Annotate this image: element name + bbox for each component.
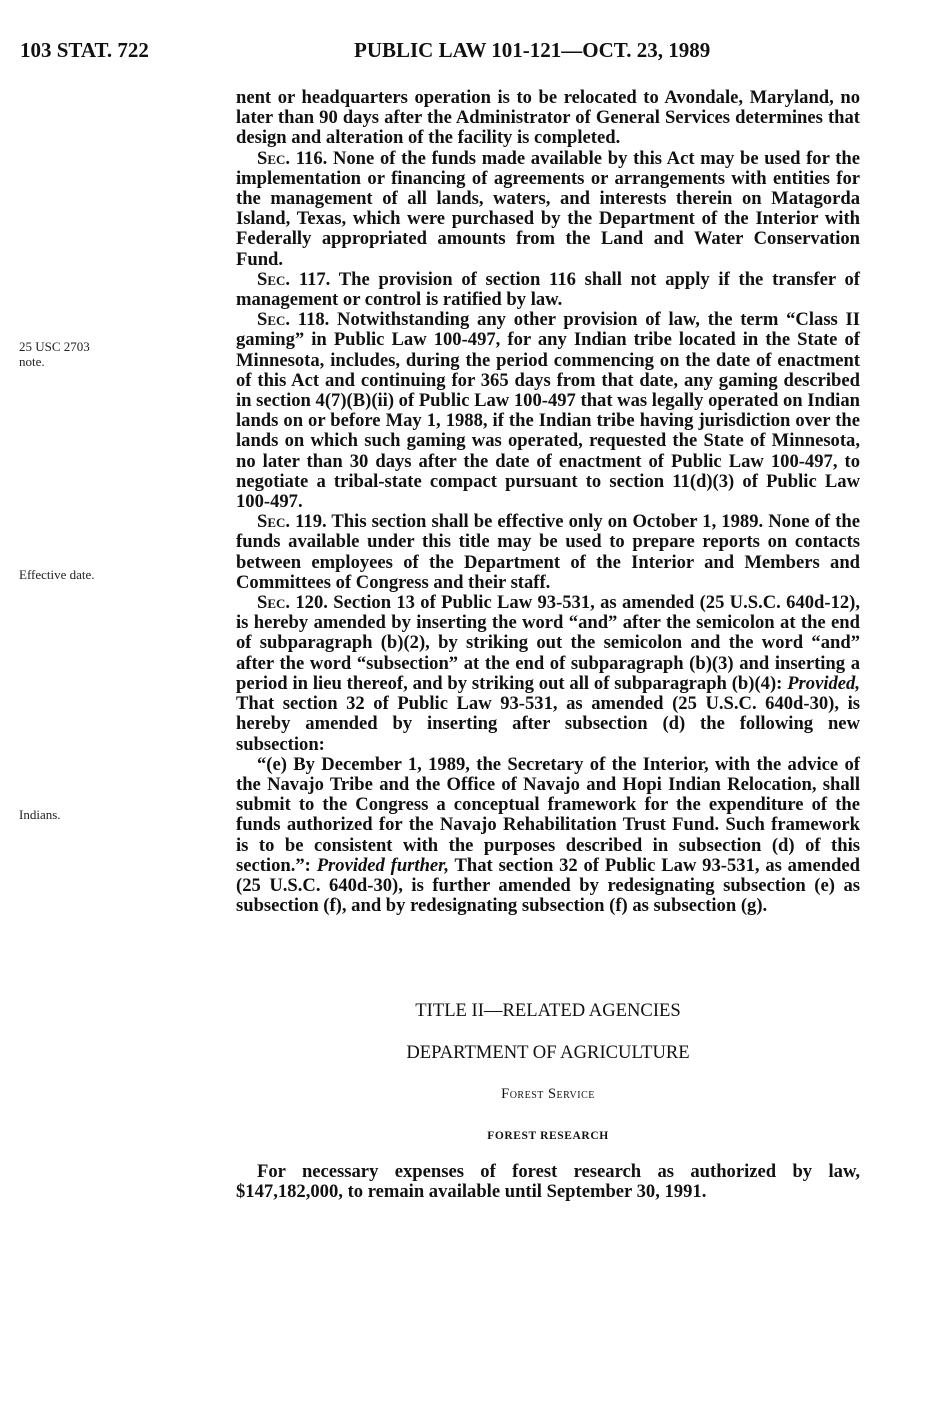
department-heading: DEPARTMENT OF AGRICULTURE <box>406 1042 690 1063</box>
provided-further-clause: Provided further, <box>316 854 450 876</box>
section-label: Sec. <box>257 147 291 169</box>
section-label: Sec. <box>257 268 291 290</box>
section-label: Sec. <box>257 511 291 533</box>
margin-note-usc-line1: 25 USC 2703 <box>19 339 90 354</box>
statute-page-number: 103 STAT. 722 <box>20 38 149 62</box>
appropriation-paragraph <box>236 1162 860 1202</box>
provided-clause: Provided, <box>787 672 860 694</box>
document-body <box>236 88 860 916</box>
margin-note-indians: Indians. <box>19 807 61 822</box>
agency-heading: Forest Service <box>501 1086 595 1102</box>
margin-note-effective-date: Effective date. <box>19 567 95 582</box>
section-119 <box>236 512 860 593</box>
public-law-title: PUBLIC LAW 101-121—OCT. 23, 1989 <box>354 38 711 62</box>
section-119-text: 119. This section shall be effective only on October 1, 1989. None of the funds available under this title may be used to prepare reports on contacts between employees of the Department of the Interior and Members and Committees of Congress and their staff. <box>236 511 860 593</box>
account-heading: FOREST RESEARCH <box>487 1130 609 1142</box>
section-120-text-b: That section 32 of Public Law 93-531, as amended (25 U.S.C. 640d-30), is hereby amended by inserting after subsection (d) the following new subsection: <box>236 693 860 755</box>
page-header <box>20 38 920 68</box>
section-116 <box>236 149 860 270</box>
paragraph-continuation: nent or headquarters operation is to be relocated to Avondale, Maryland, no later than 90 days after the Administrator of General Services determines that design and alteration of the facility is completed. <box>236 87 860 149</box>
quote-text-b: That section 32 of Public Law 93-531, as amended (25 U.S.C. 640d-30), is further amended by redesignating subsection (e) as subsection (f), and by redesignating subsection (f) as subsection (g). <box>236 854 860 917</box>
section-label: Sec. <box>257 309 291 331</box>
title-heading: TITLE II—RELATED AGENCIES <box>415 1000 681 1021</box>
section-label: Sec. <box>257 592 291 614</box>
section-118 <box>236 310 860 512</box>
section-117-text: 117. The provision of section 116 shall not apply if the transfer of management or control is ratified by law. <box>236 268 860 311</box>
quoted-subsection-e <box>236 755 860 917</box>
margin-note-usc-line2: note. <box>19 353 45 369</box>
section-118-text: 118. Notwithstanding any other provision of law, the term “Class II gaming” in Public Law 100-497, for any Indian tribe located in the State of Minnesota, includes, during the period commencing on the date of enactment of this Act and continuing for 365 days from that date, any gaming described in section 4(7)(B)(ii) of Public Law 100-497 that was legally operated on Indian lands on or before May 1, 1988, if the Indian tribe having jurisdiction over the lands on which such gaming was operated, requested the State of Minnesota, no later than 30 days after the date of enactment of Public Law 100-497, to negotiate a tribal-state compact pursuant to section 11(d)(3) of Public Law 100-497. <box>236 309 860 513</box>
section-116-text: 116. None of the funds made available by this Act may be used for the implementation or financing of agreements or arrangements with entities for the management of all lands, waters, and interests therein on Matagorda Island, Texas, which were purchased by the Department of the Interior with Federally appropriated amounts from the Land and Water Conservation Fund. <box>236 147 860 270</box>
forest-research-text: For necessary expenses of forest research as authorized by law, $147,182,000, to remain available until September 30, 1991. <box>236 1161 860 1203</box>
section-117 <box>236 270 860 310</box>
section-120-text-a: 120. Section 13 of Public Law 93-531, as amended (25 U.S.C. 640d-12), is hereby amended by inserting the word “and” after the semicolon at the end of subparagraph (b)(2), by striking out the semicolon and the word “and” after the word “subsection” at the end of subparagraph (b)(3) and inserting a period in lieu thereof, and by striking out all of subparagraph (b)(4): <box>236 592 860 694</box>
margin-note-usc <box>19 340 219 369</box>
quote-text-a: “(e) By December 1, 1989, the Secretary of the Interior, with the advice of the Navajo Tribe and the Office of Navajo and Hopi Indian Relocation, shall submit to the Congress a conceptual framework for the expenditure of the funds authorized for the Navajo Rehabilitation Trust Fund. Such framework is to be consistent with the purposes described in subsection (d) of this section.”: <box>236 753 860 876</box>
section-120 <box>236 593 860 755</box>
